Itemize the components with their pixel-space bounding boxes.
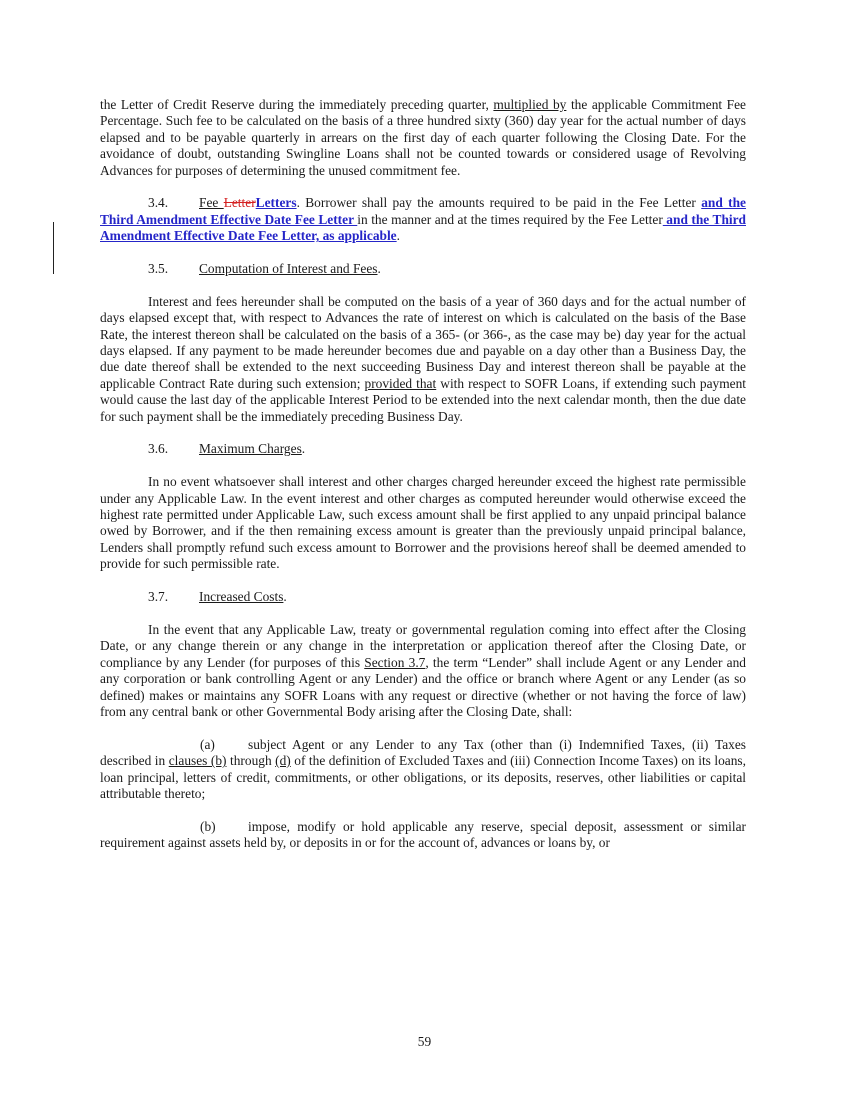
section-title: Maximum Charges [199, 441, 302, 457]
clause-number: (b) [200, 818, 216, 834]
text: the Letter of Credit Reserve during the immediately preceding quarter, [100, 97, 494, 112]
paragraph-commitment-fee [100, 97, 746, 179]
revision-change-bar [53, 222, 54, 274]
inserted-text: and the Third Amendment Effective Date Fee Letter, as applicable [100, 211, 746, 244]
text: the applicable Commitment Fee Percentage. Such fee to be calculated on the basis of a three hundred sixty (360) day year for the actual number of days elapsed and to be payable quarterly in arrears on the first day of each quarter following the Closing Date. For the avoidance of doubt, outstanding Swingline Loans shall not be counted towards or considered usage of Revolving Advances for purposes of determining the unused commitment fee. [100, 97, 746, 178]
clause-number: (a) [200, 736, 215, 752]
text: through [226, 753, 276, 769]
underlined-term: (d) [275, 753, 291, 769]
inserted-text: and the Third Amendment Effective Date Fee Letter [100, 195, 747, 227]
section-3-5-body [100, 294, 746, 425]
section-3-4 [100, 195, 746, 244]
section-3-7-body [100, 622, 746, 720]
text: subject Agent or any Lender to any Tax (other than (i) Indemnified Taxes, (ii) Taxes described in [100, 736, 746, 769]
text: In no event whatsoever shall interest and other charges charged hereunder exceed the highest rate permissible under any Applicable Law. In the event interest and other charges as computed hereunder would otherwise exceed the highest rate permitted under Applicable Law, such excess amount shall be first applied to any unpaid principal balance owed by Borrower, and if the then remaining excess amount is greater than the previously unpaid principal balance, Lenders shall promptly refund such excess amount to Borrower and the provisions hereof shall be deemed amended to provide for such permissible rate. [100, 474, 746, 572]
section-3-5-heading [100, 261, 746, 277]
text: . [301, 441, 306, 457]
section-title: Computation of Interest and Fees [199, 261, 378, 277]
section-number: 3.4. [148, 195, 169, 211]
underlined-term: clauses (b) [168, 753, 227, 769]
clause-b [100, 819, 746, 852]
text: In the event that any Applicable Law, treaty or governmental regulation coming into effect after the Closing Date, or any change therein or any change in the interpretation or application thereof after the Closing Date, or compliance by any Lender (for purposes of this [100, 621, 746, 670]
text: with respect to SOFR Loans, if extending such payment would cause the last day of the applicable Interest Period to be extended into the next calendar month, then the due date for such payment shall be the immediately preceding Business Day. [100, 375, 746, 424]
inserted-text: Letters [255, 195, 297, 211]
text: . [377, 261, 381, 277]
clause-a [100, 737, 746, 803]
underlined-term: multiplied by [493, 97, 567, 112]
section-3-6-body [100, 474, 746, 572]
text: . [283, 589, 287, 605]
underlined-term: provided that [364, 375, 437, 391]
section-title: Increased Costs [199, 589, 284, 605]
section-3-6-heading [100, 441, 746, 457]
text: , the term “Lender” shall include Agent or any Lender and any corporation or bank controlling Agent or any Lender) and the office or branch where Agent or any Lender (as so defined) makes or maintains any SOFR Loans with any request or directive (whether or not having the force of law) from any central bank or other Governmental Body arising after the Closing Date, shall: [100, 654, 746, 719]
section-number: 3.7. [148, 589, 169, 605]
document-page [100, 97, 746, 868]
page-number: 59 [417, 1034, 432, 1049]
text: impose, modify or hold applicable any reserve, special deposit, assessment or similar requirement against assets held by, or deposits in or for the account of, advances or loans by, or [100, 818, 746, 851]
section-number: 3.5. [148, 261, 169, 277]
text: . [396, 228, 400, 244]
text: Interest and fees hereunder shall be computed on the basis of a year of 360 days and for the actual number of days elapsed except that, with respect to Advances the rate of interest on which is calculated on the basis of the Base Rate, the interest thereon shall be calculated on the basis of a 365- (or 366-, as the case may be) day year for the actual days elapsed. If any payment to be made hereunder becomes due and payable on a day other than a Business Day, the due date thereof shall be extended to the next succeeding Business Day and interest thereon shall be payable at the applicable Contract Rate during such extension; [100, 293, 746, 391]
underlined-term: Section 3.7 [364, 654, 426, 670]
section-3-7-heading [100, 589, 746, 605]
text: in the manner and at the times required by the Fee Letter [357, 211, 663, 227]
text: of the definition of Excluded Taxes and (iii) Connection Income Taxes) on its loans, loan principal, letters of credit, commitments, or other obligations, or its deposits, reserves, other liabilities or capital attributable thereto; [100, 753, 746, 801]
text: . Borrower shall pay the amounts required to be paid in the Fee Letter [296, 195, 702, 211]
section-title: Fee [199, 195, 224, 211]
section-number: 3.6. [148, 441, 169, 457]
deleted-text: Letter [223, 195, 256, 211]
